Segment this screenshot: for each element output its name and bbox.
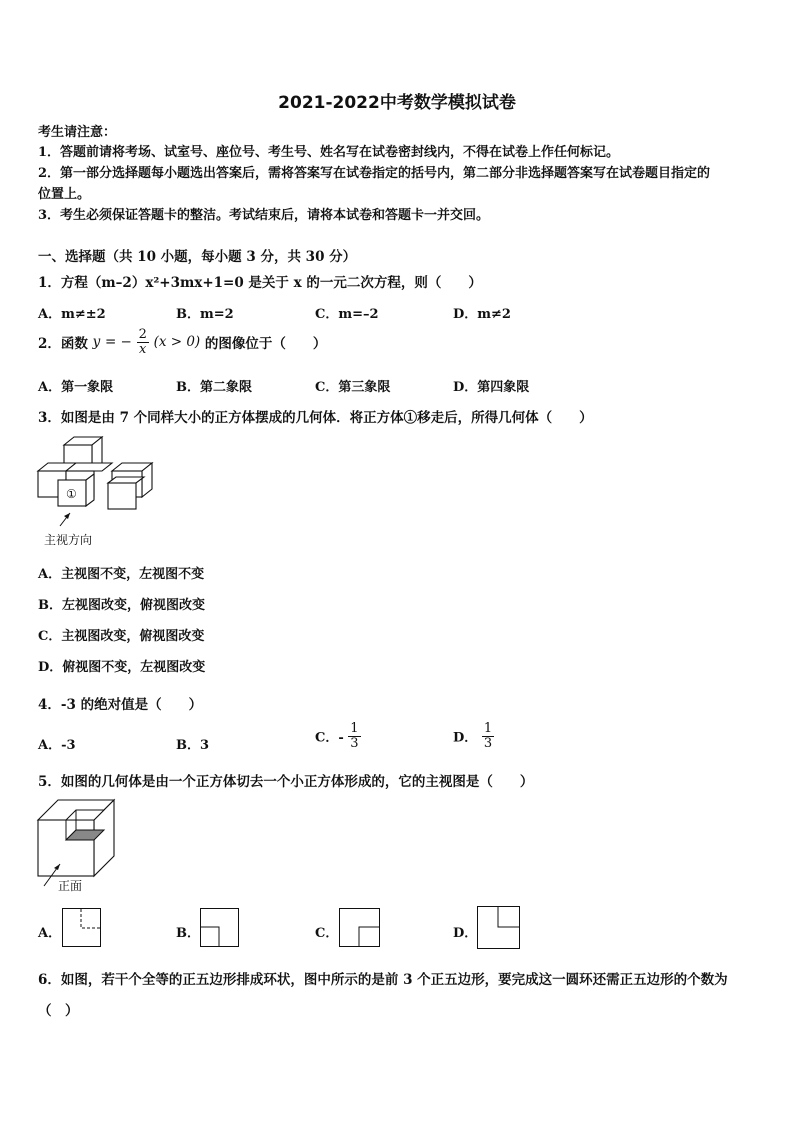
q4-c-den: 3 bbox=[350, 735, 359, 751]
q5-figure-label: 正面 bbox=[58, 879, 83, 893]
q5-option-c-label[interactable]: C． bbox=[315, 926, 339, 941]
q4-option-c-label: C．- bbox=[315, 730, 344, 746]
q4-d-num: 1 bbox=[483, 721, 493, 736]
q6-stem: 6．如图，若干个全等的正五边形排成环状，图中所示的是前 3 个正五边形，要完成这一圆环还需正五边形的个数为 bbox=[38, 972, 728, 988]
q2-option-b[interactable]: B．第二象限 bbox=[176, 380, 252, 395]
section-heading: 一、选择题（共 10 小题，每小题 3 分，共 30 分） bbox=[38, 249, 357, 265]
q4-option-d-fraction bbox=[482, 722, 494, 750]
q6-answer-blank: （ ） bbox=[38, 1003, 79, 1019]
q4-stem: 4．-3 的绝对值是（ ） bbox=[38, 697, 203, 713]
q3-option-d[interactable]: D．俯视图不变，左视图改变 bbox=[38, 660, 206, 675]
notice-item-2-cont: 位置上。 bbox=[38, 187, 91, 202]
q5-option-b-view[interactable] bbox=[200, 908, 240, 948]
q1-option-b[interactable]: B．m=2 bbox=[176, 307, 234, 322]
q3-cube-mark: ① bbox=[66, 487, 77, 501]
notice-heading: 考生请注意： bbox=[38, 125, 117, 140]
q3-option-a[interactable]: A．主视图不变，左视图不变 bbox=[38, 567, 205, 582]
q3-cube-figure bbox=[36, 436, 156, 548]
q2-option-a[interactable]: A．第一象限 bbox=[38, 380, 114, 395]
q2-option-c[interactable]: C．第三象限 bbox=[315, 380, 391, 395]
q4-option-c-fraction bbox=[348, 722, 360, 750]
q5-option-a-view[interactable] bbox=[62, 908, 102, 948]
q2-stem bbox=[38, 328, 326, 356]
q5-option-a-label[interactable]: A． bbox=[38, 926, 62, 941]
q5-option-d-view[interactable] bbox=[477, 906, 521, 950]
q4-option-a[interactable]: A．-3 bbox=[38, 738, 76, 753]
q3-stem: 3．如图是由 7 个同样大小的正方体摆成的几何体．将正方体①移走后，所得几何体（ ） bbox=[38, 410, 593, 426]
q3-option-c[interactable]: C．主视图改变，俯视图改变 bbox=[38, 629, 205, 644]
notice-item-2: 2．第一部分选择题每小题选出答案后，需将答案写在试卷指定的括号内，第二部分非选择题答案写在试卷题目指定的 bbox=[38, 166, 711, 181]
q4-option-d[interactable] bbox=[453, 722, 494, 750]
notice-item-1: 1．答题前请将考场、试室号、座位号、考生号、姓名写在试卷密封线内，不得在试卷上作任何标记。 bbox=[38, 145, 620, 160]
notice-item-3: 3．考生必须保证答题卡的整洁。考试结束后，请将本试卷和答题卡一并交回。 bbox=[38, 208, 490, 223]
q1-option-c[interactable]: C．m=–2 bbox=[315, 307, 379, 322]
q5-option-d-label[interactable]: D． bbox=[453, 926, 478, 941]
q2-option-d[interactable]: D．第四象限 bbox=[453, 380, 530, 395]
q4-c-num: 1 bbox=[350, 721, 359, 736]
q5-option-c-view[interactable] bbox=[339, 908, 381, 948]
q2-fraction bbox=[137, 328, 149, 356]
q4-option-d-label: D． bbox=[453, 730, 478, 746]
q2-frac-den: x bbox=[139, 341, 147, 357]
q5-cube-figure bbox=[36, 798, 116, 894]
q4-option-b[interactable]: B．3 bbox=[176, 738, 210, 753]
q1-option-a[interactable]: A．m≠±2 bbox=[38, 307, 106, 322]
q1-stem: 1．方程（m–2）x²+3mx+1=0 是关于 x 的一元二次方程，则（ ） bbox=[38, 275, 482, 291]
q3-option-b[interactable]: B．左视图改变，俯视图改变 bbox=[38, 598, 205, 613]
q2-prefix: 2．函数 bbox=[38, 336, 88, 353]
q5-option-b-label[interactable]: B． bbox=[176, 926, 200, 941]
q4-option-c[interactable] bbox=[315, 722, 361, 750]
q2-eq: = − bbox=[104, 334, 132, 351]
q5-stem: 5．如图的几何体是由一个正方体切去一个小正方体形成的，它的主视图是（ ） bbox=[38, 774, 534, 790]
page-title: 2021-2022中考数学模拟试卷 bbox=[278, 93, 516, 113]
q2-cond: (x > 0) bbox=[153, 334, 201, 351]
q4-d-den: 3 bbox=[483, 735, 493, 751]
q1-option-d[interactable]: D．m≠2 bbox=[453, 307, 511, 322]
q2-frac-num: 2 bbox=[138, 327, 147, 342]
q2-suffix: 的图像位于（ ） bbox=[204, 336, 327, 353]
q3-figure-label: 主视方向 bbox=[44, 533, 93, 547]
q2-y: y bbox=[92, 334, 101, 351]
